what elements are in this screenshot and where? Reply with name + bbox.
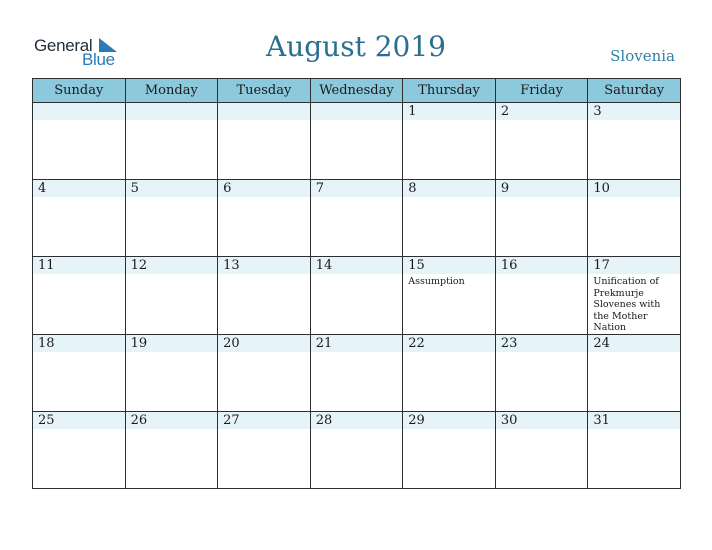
day-number: 1: [403, 103, 495, 120]
day-number: 21: [311, 335, 403, 352]
day-number: 22: [403, 335, 495, 352]
day-number: 28: [311, 412, 403, 429]
day-cell: [495, 257, 588, 335]
day-number: 4: [33, 180, 125, 197]
day-cell: [588, 180, 681, 257]
calendar-body: [33, 103, 681, 489]
day-number: 13: [218, 257, 310, 274]
day-number: 3: [588, 103, 680, 120]
week-row: [33, 103, 681, 180]
day-number: 31: [588, 412, 680, 429]
day-cell: [33, 334, 126, 411]
day-cell: [33, 103, 126, 180]
day-cell: [218, 257, 311, 335]
day-cell: [125, 411, 218, 488]
day-number: 30: [496, 412, 588, 429]
day-cell: [33, 411, 126, 488]
day-cell: [33, 180, 126, 257]
logo-text-general: General: [34, 36, 93, 55]
day-number: 25: [33, 412, 125, 429]
day-cell: [588, 257, 681, 335]
weekday-header: Wednesday: [310, 79, 403, 103]
day-number: 9: [496, 180, 588, 197]
day-cell: [218, 103, 311, 180]
day-number: 11: [33, 257, 125, 274]
country-label: Slovenia: [610, 47, 675, 65]
day-number: [126, 103, 218, 120]
day-cell: [403, 103, 496, 180]
day-cell: [125, 257, 218, 335]
day-number: 7: [311, 180, 403, 197]
day-cell: [403, 411, 496, 488]
day-cell: [495, 411, 588, 488]
day-number: 16: [496, 257, 588, 274]
day-cell: [310, 103, 403, 180]
weekday-header: Thursday: [403, 79, 496, 103]
week-row: [33, 411, 681, 488]
day-cell: [125, 334, 218, 411]
month-calendar: [32, 78, 681, 489]
weekday-header: Friday: [495, 79, 588, 103]
day-number: 10: [588, 180, 680, 197]
week-row: [33, 334, 681, 411]
day-cell: [495, 334, 588, 411]
day-cell: [218, 411, 311, 488]
day-cell: [125, 103, 218, 180]
day-cell: [33, 257, 126, 335]
day-number: 14: [311, 257, 403, 274]
day-number: 6: [218, 180, 310, 197]
day-cell: [403, 180, 496, 257]
day-number: 19: [126, 335, 218, 352]
day-cell: [403, 334, 496, 411]
day-number: 18: [33, 335, 125, 352]
calendar-title: August 2019: [266, 30, 446, 63]
day-number: 24: [588, 335, 680, 352]
day-number: 27: [218, 412, 310, 429]
day-cell: [588, 103, 681, 180]
day-number: [218, 103, 310, 120]
week-row: [33, 257, 681, 335]
day-number: [33, 103, 125, 120]
day-number: 15: [403, 257, 495, 274]
day-number: 8: [403, 180, 495, 197]
weekday-header-row: [33, 79, 681, 103]
day-number: 12: [126, 257, 218, 274]
weekday-header: Saturday: [588, 79, 681, 103]
day-cell: [495, 103, 588, 180]
day-cell: [310, 411, 403, 488]
day-number: 23: [496, 335, 588, 352]
week-row: [33, 180, 681, 257]
day-cell: [310, 334, 403, 411]
holiday-label: Unification of Prekmurje Slovenes with the Mother Nation: [593, 276, 661, 333]
day-number: 20: [218, 335, 310, 352]
holiday-label: Assumption: [408, 276, 465, 287]
day-number: 17: [588, 257, 680, 274]
weekday-header: Monday: [125, 79, 218, 103]
day-cell: [588, 334, 681, 411]
day-number: [311, 103, 403, 120]
day-cell: [125, 180, 218, 257]
day-cell: [218, 180, 311, 257]
day-cell: [310, 257, 403, 335]
day-cell: [310, 180, 403, 257]
day-cell: [218, 334, 311, 411]
weekday-header: Tuesday: [218, 79, 311, 103]
day-cell: [495, 180, 588, 257]
logo-text-blue: Blue: [82, 50, 115, 69]
day-cell: [588, 411, 681, 488]
day-cell: [403, 257, 496, 335]
day-number: 5: [126, 180, 218, 197]
day-number: 29: [403, 412, 495, 429]
weekday-header: Sunday: [33, 79, 126, 103]
day-number: 2: [496, 103, 588, 120]
day-number: 26: [126, 412, 218, 429]
